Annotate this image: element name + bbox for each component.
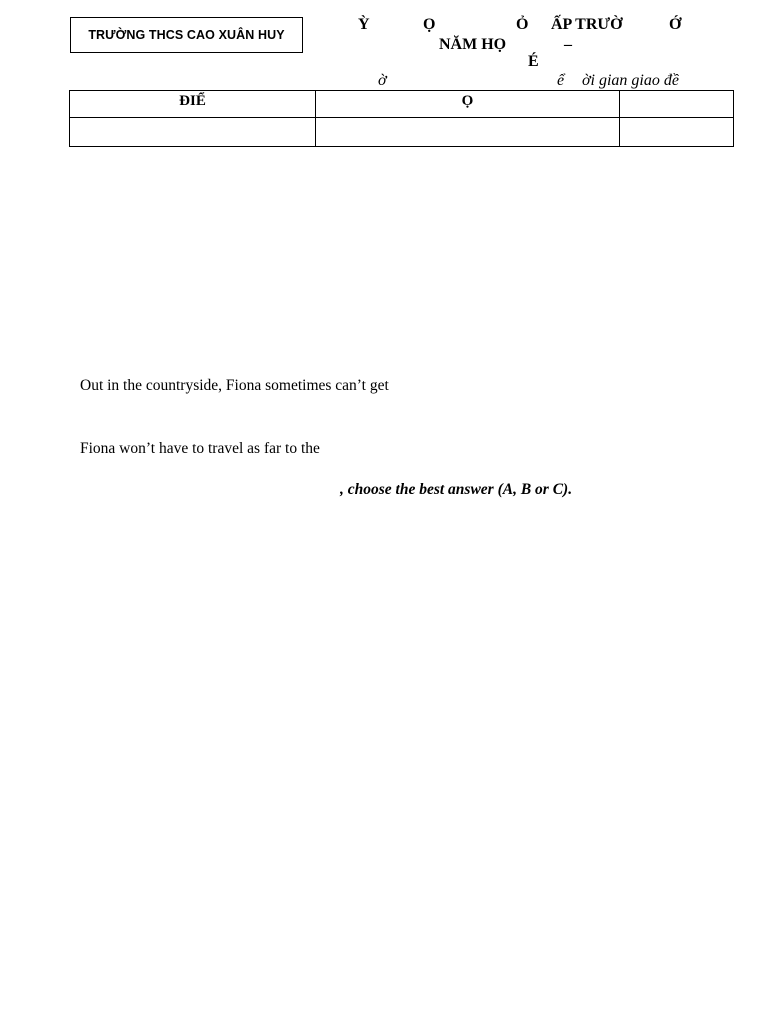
title-fragment: Ỏ [516, 16, 529, 33]
time-fragment: ời gian giao đề [582, 72, 679, 89]
school-name-box [70, 17, 303, 53]
table-header-cell [620, 91, 734, 118]
table-cell [70, 118, 316, 147]
subject-fragment: É [528, 53, 539, 70]
school-year-fragment: NĂM HỌ [439, 36, 507, 53]
table-header-cell: ĐIỂ [70, 91, 316, 118]
table-row [70, 91, 734, 118]
school-name: TRƯỜNG THCS CAO XUÂN HUY [88, 28, 285, 42]
title-fragment: Ớ [669, 16, 682, 33]
title-fragment: Ỳ [358, 16, 370, 33]
time-fragment: ể [557, 72, 565, 89]
table-row [70, 118, 734, 147]
title-fragment: Ọ [423, 16, 436, 33]
question-sentence: Fiona won’t have to travel as far to the [80, 440, 320, 457]
title-fragment: ẤP TRƯỜ [551, 16, 623, 33]
section-instruction: , choose the best answer (A, B or C). [340, 481, 573, 498]
table-header-cell: Ọ [316, 91, 620, 118]
school-year-fragment: – [564, 36, 572, 53]
question-sentence: Out in the countryside, Fiona sometimes can’t get [80, 377, 389, 394]
time-fragment: ờ [378, 72, 387, 89]
table-cell [620, 118, 734, 147]
table-cell [316, 118, 620, 147]
score-table [69, 90, 734, 147]
